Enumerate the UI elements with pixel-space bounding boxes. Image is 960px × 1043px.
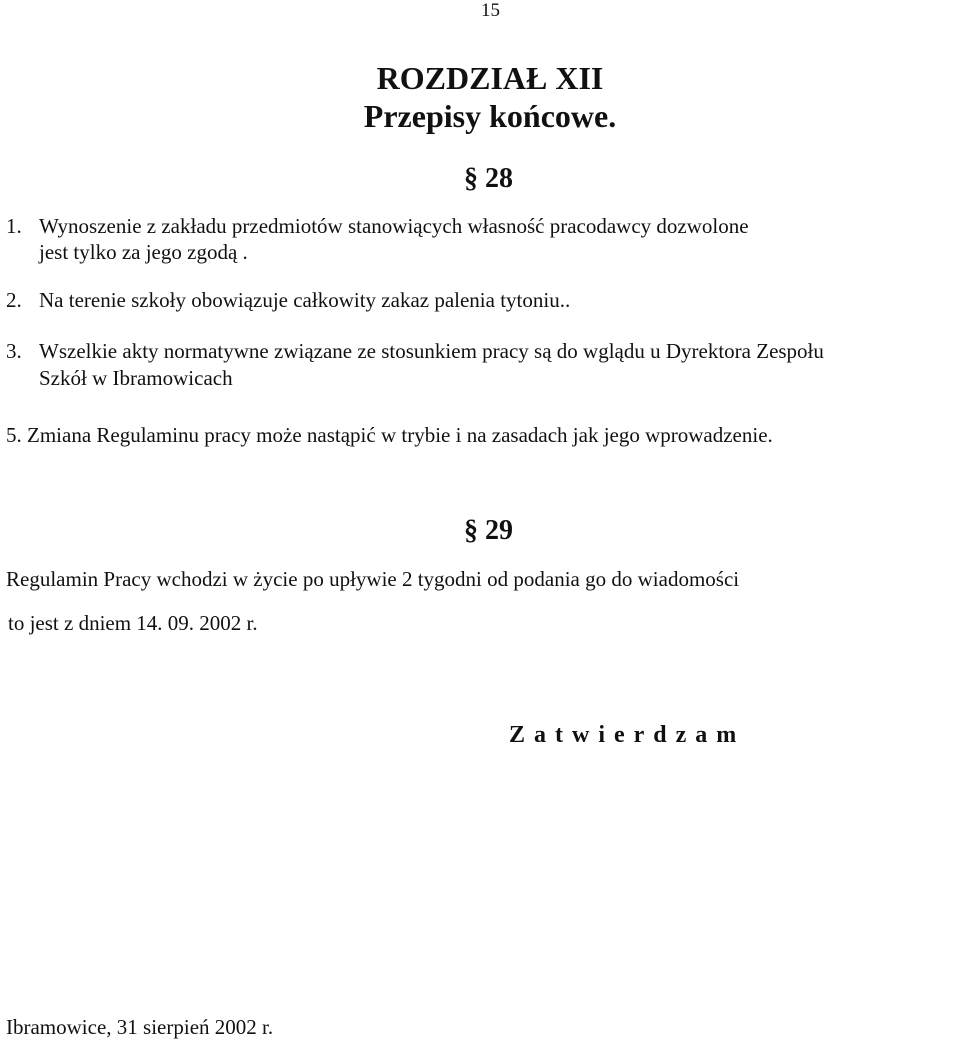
list-item-text: Wszelkie akty normatywne związane ze stosunkiem pracy są do wglądu u Dyrektora Zespołu	[39, 339, 824, 363]
chapter-title: ROZDZIAŁ XII	[376, 60, 604, 96]
section-29-heading: § 29	[464, 515, 513, 546]
list-item-2	[6, 288, 570, 313]
list-item-text: Na terenie szkoły obowiązuje całkowity zakaz palenia tytoniu..	[39, 288, 571, 312]
section-28-heading: § 28	[464, 163, 513, 194]
list-item-1-continuation: jest tylko za jego zgodą .	[39, 240, 248, 264]
list-item-number: 2.	[6, 288, 22, 312]
chapter-subtitle: Przepisy końcowe.	[363, 98, 617, 134]
list-item-number: 3.	[6, 339, 22, 363]
list-item-5: 5. Zmiana Regulaminu pracy może nastąpić w trybie i na zasadach jak jego wprowadzenie.	[6, 423, 773, 447]
list-item-3-continuation: Szkół w Ibramowicach	[39, 366, 233, 390]
list-item-number: 1.	[6, 214, 22, 238]
list-item-1	[6, 214, 749, 239]
place-and-date: Ibramowice, 31 sierpień 2002 r.	[6, 1015, 274, 1039]
list-item-3	[6, 339, 824, 364]
approval-label: Zatwierdzam	[509, 722, 746, 748]
page-number: 15	[481, 0, 500, 21]
list-item-text: Wynoszenie z zakładu przedmiotów stanowiących własność pracodawcy dozwolone	[39, 214, 749, 238]
section-29-paragraph: Regulamin Pracy wchodzi w życie po upływie 2 tygodni od podania go do wiadomości	[6, 567, 740, 591]
section-29-effective-date: to jest z dniem 14. 09. 2002 r.	[8, 611, 258, 635]
